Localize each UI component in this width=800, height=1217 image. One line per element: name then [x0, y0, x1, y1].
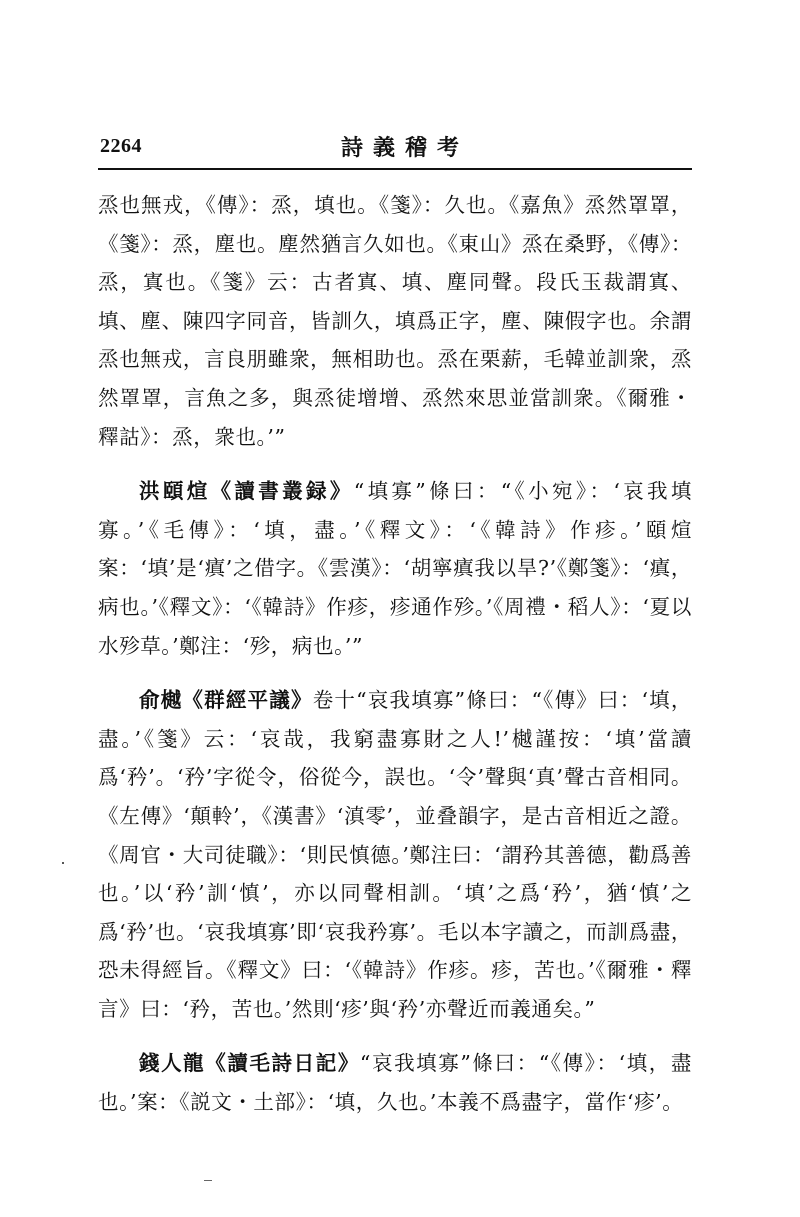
book-title: 《群經平議》	[182, 688, 313, 713]
paragraph-qian-renlong	[98, 1044, 692, 1121]
running-title: 詩義稽考	[340, 135, 469, 161]
paragraph-hong-yixuan	[98, 472, 692, 665]
paragraph-text: “填寡”條曰：“《小宛》：‘哀我填寡。’《毛傳》：‘填，盡。’《釋文》：‘《韓詩》作疹。’頤煊案：‘填’是‘瘨’之借字。《雲漢》：‘胡寧瘨我以旱?’《鄭箋》：‘瘨，病也。’《釋文》：‘《韓詩》作疹，疹通作殄。’《周禮・稻人》：‘夏以水殄草。’鄭注：‘殄，病也。’”	[98, 479, 693, 658]
paragraph-yu-yue	[98, 681, 692, 1028]
body-text	[98, 186, 692, 1122]
author-name: 俞樾	[139, 688, 183, 713]
page-number: 2264	[100, 135, 142, 157]
author-name: 洪頤煊	[139, 479, 211, 504]
margin-speck	[62, 862, 64, 864]
paragraph-text: 烝也無戎，《傳》：烝，填也。《箋》：久也。《嘉魚》烝然罩罩，《箋》：烝，塵也。塵然猶言久如也。《東山》烝在桑野，《傳》：烝，寘也。《箋》云：古者寘、填、塵同聲。段氏玉裁謂寘、填、塵、陳四字同音，皆訓久，填爲正字，塵、陳假字也。余謂烝也無戎，言良朋雖衆，無相助也。烝在栗薪，毛韓並訓衆，烝然罩罩，言魚之多，與烝徒增增、烝然來思並當訓衆。《爾雅・釋詁》：烝，衆也。’”	[98, 193, 692, 449]
header-divider	[98, 168, 692, 170]
paragraph-text: “哀我填寡”條曰：“《傳》：‘填，盡也。’案：《説文・土部》：‘填，久也。’本義不爲盡字，當作‘疹’。	[98, 1051, 693, 1115]
book-title: 《讀書叢録》	[210, 479, 354, 504]
author-name: 錢人龍	[139, 1051, 206, 1076]
book-title: 《讀毛詩日記》	[205, 1051, 360, 1076]
paragraph-text: 卷十“哀我填寡”條曰：“《傳》曰：‘填，盡。’《箋》云：‘哀哉，我窮盡寡財之人!’樾謹按：‘填’當讀爲‘矜’。‘矜’字從令，俗從今，誤也。‘令’聲與‘真’聲古音相同。《左傳》‘顛軨’，《漢書》‘滇零’，並叠韻字，是古音相近之證。《周官・大司徒職》：‘則民慎德。’鄭注曰：‘謂矜其善德，勸爲善也。’以‘矜’訓‘慎’，亦以同聲相訓。‘填’之爲‘矜’，猶‘慎’之爲‘矜’也。‘哀我填寡’即‘哀我矜寡’。毛以本字讀之，而訓爲盡，恐未得經旨。《釋文》曰：‘《韓詩》作疹。疹，苦也。’《爾雅・釋言》曰：‘矜，苦也。’然則‘疹’與‘矜’亦聲近而義通矣。”	[98, 688, 692, 1021]
footer-mark	[204, 1180, 212, 1181]
paragraph-continuation	[98, 186, 692, 456]
